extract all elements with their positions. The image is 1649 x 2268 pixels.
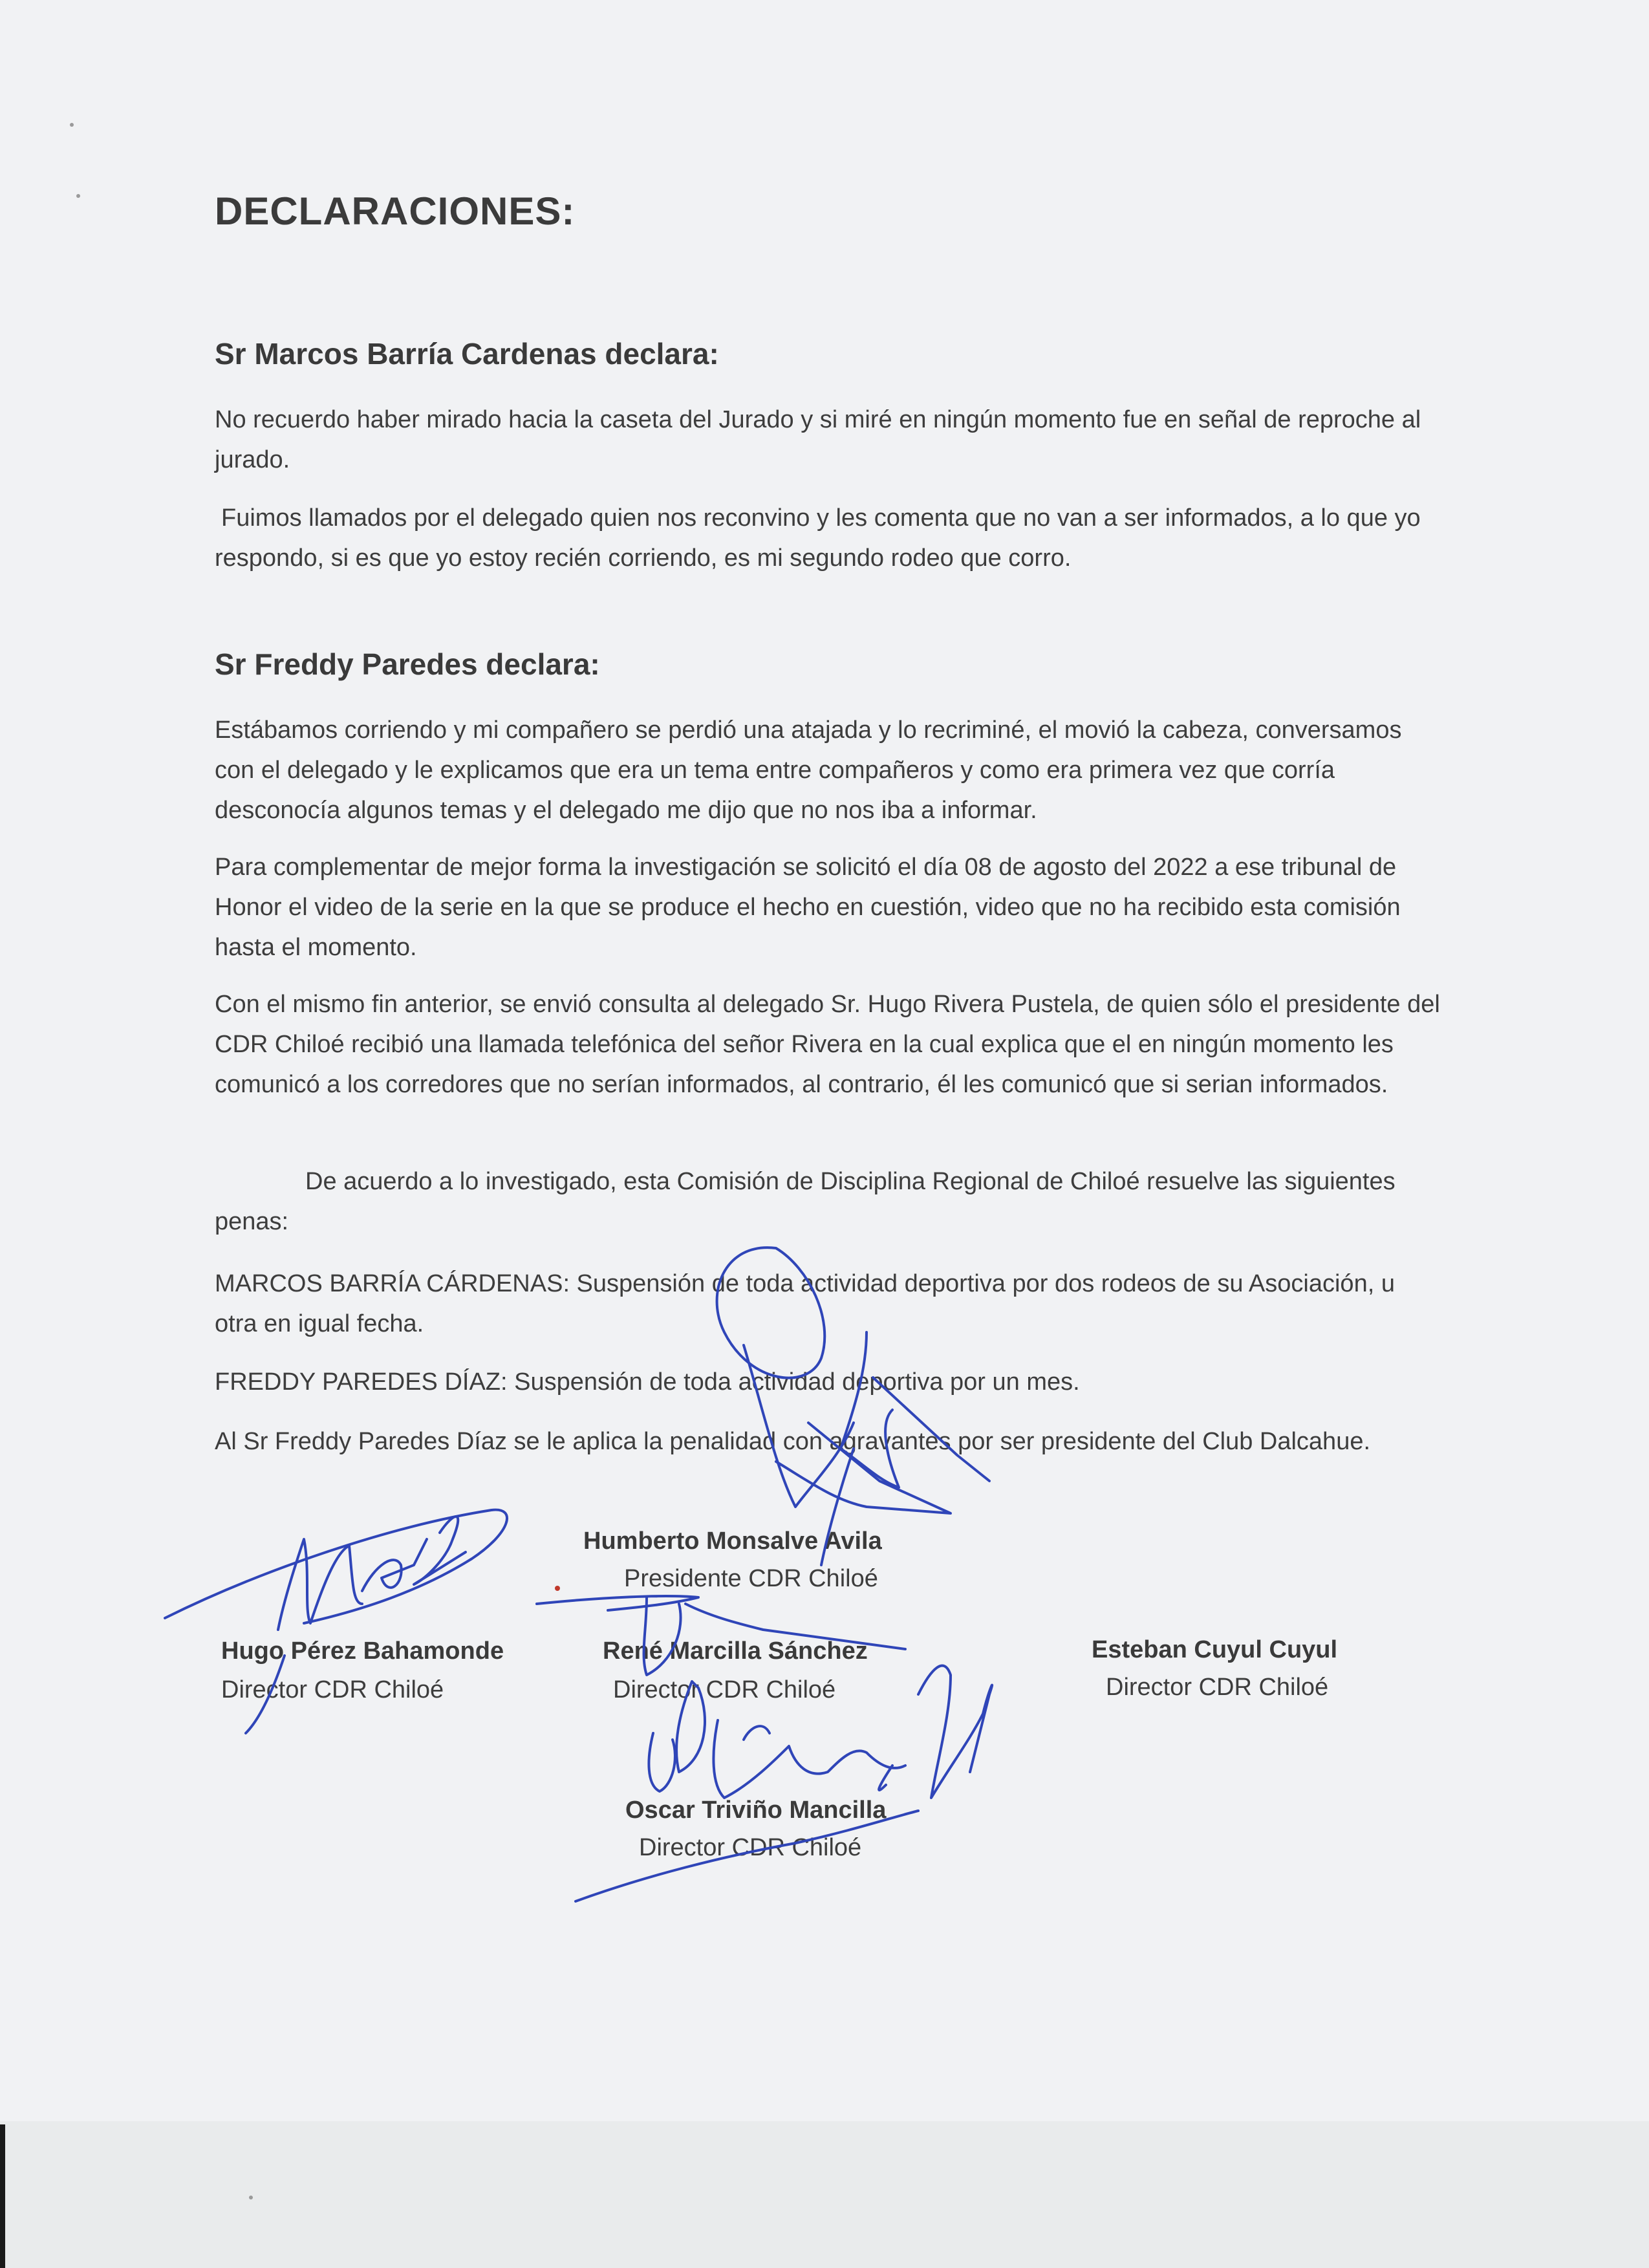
paragraph: Con el mismo fin anterior, se envió consulta al delegado Sr. Hugo Rivera Pustela, de quien sólo el presidente del CDR Chiloé recibió una llamada telefónica del señor Rivera en la cual explica que el en ningún momento les comunicó a los corredores que no serían informados, al contrario, él les comunicó que si serian informados. (215, 991, 1440, 1098)
signatory-name: Oscar Triviño Mancilla (625, 1797, 887, 1824)
paragraph: Fuimos llamados por el delegado quien nos reconvino y les comenta que no van a ser informados, a lo que yo respondo, si es que yo estoy recién corriendo, es mi segundo rodeo que corro. (215, 504, 1421, 572)
paragraph: Estábamos corriendo y mi compañero se perdió una atajada y lo recriminé, el movió la cabeza, conversamos con el delegado y le explicamos que era un tema entre compañeros y como era primera vez que corría desconocía algunos temas y el delegado me dijo que no nos iba a informar. (215, 717, 1402, 824)
scan-edge-shadow (0, 2124, 5, 2268)
signatory-role: Director CDR Chiloé (1106, 1674, 1329, 1701)
signatory-role: Director CDR Chiloé (221, 1676, 444, 1703)
paragraph: Para complementar de mejor forma la investigación se solicitó el día 08 de agosto del 2022 a ese tribunal de Honor el video de la serie en la que se produce el hecho en cuestión, video que no ha recibido esta comisión hasta el momento. (215, 854, 1401, 961)
signatory-role: Presidente CDR Chiloé (624, 1565, 878, 1592)
paragraph: No recuerdo haber mirado hacia la caseta del Jurado y si miré en ningún momento fue en señal de reproche al jurado. (215, 406, 1421, 473)
paragraph: FREDDY PAREDES DÍAZ: Suspensión de toda actividad deportiva por un mes. (215, 1368, 1080, 1396)
signatory-name: Humberto Monsalve Avila (583, 1528, 882, 1555)
paragraph: MARCOS BARRÍA CÁRDENAS: Suspensión de toda actividad deportiva por dos rodeos de su Asociación, u otra en igual fecha. (215, 1270, 1395, 1337)
section-heading-marcos: Sr Marcos Barría Cardenas declara: (215, 337, 719, 371)
paragraph: Al Sr Freddy Paredes Díaz se le aplica la penalidad con agravantes por ser presidente del Club Dalcahue. (215, 1428, 1371, 1455)
scan-speck (70, 123, 74, 127)
scan-speck (76, 194, 80, 198)
signatory-name: Hugo Pérez Bahamonde (221, 1637, 504, 1665)
paragraph: De acuerdo a lo investigado, esta Comisión de Disciplina Regional de Chiloé resuelve las siguientes penas: (215, 1168, 1396, 1235)
signatory-name: Esteban Cuyul Cuyul (1092, 1636, 1338, 1663)
scan-speck (249, 2196, 253, 2199)
signatory-role: Director CDR Chiloé (613, 1676, 836, 1703)
signatory-name: René Marcilla Sánchez (603, 1637, 868, 1665)
signatory-role: Director CDR Chiloé (639, 1834, 862, 1861)
page-title: DECLARACIONES: (215, 189, 576, 233)
section-heading-freddy: Sr Freddy Paredes declara: (215, 647, 600, 681)
scan-bottom-strip (0, 2121, 1649, 2268)
